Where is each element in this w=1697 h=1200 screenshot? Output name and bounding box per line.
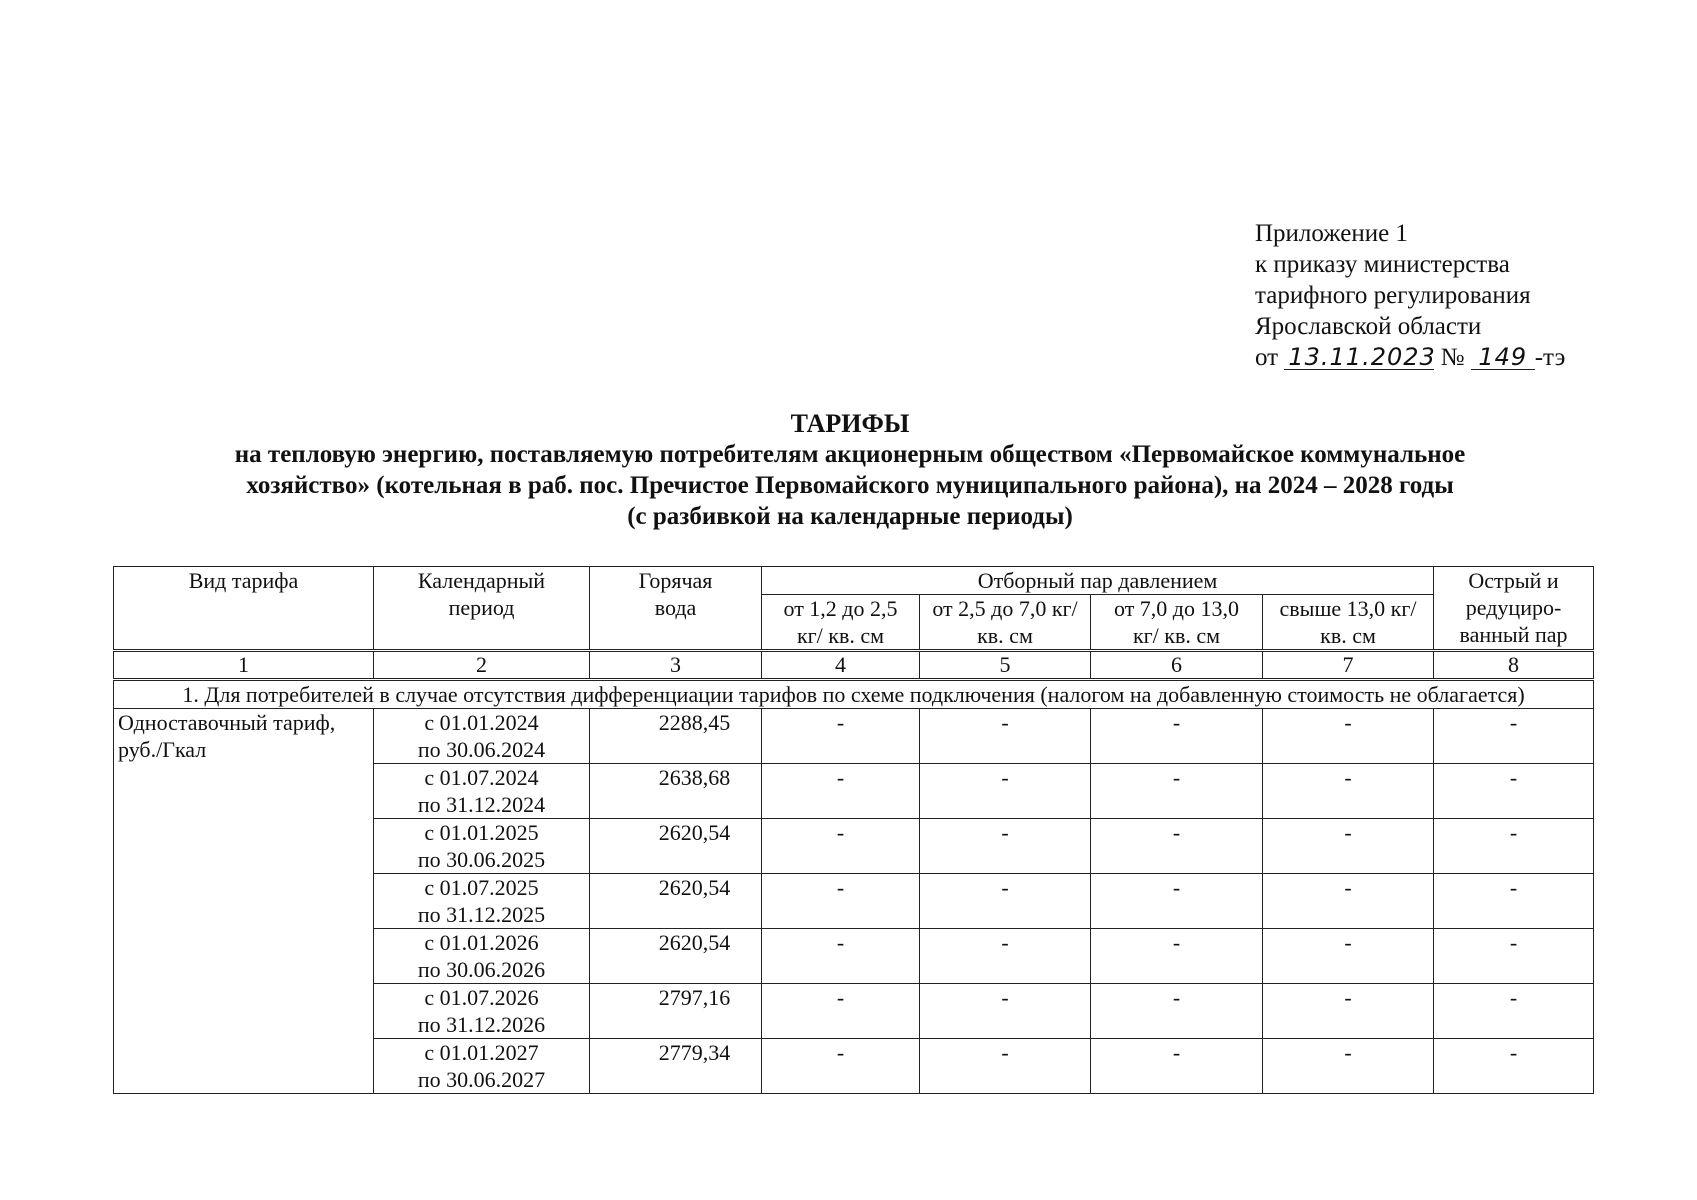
steam-2-value: - (920, 764, 1091, 819)
annex-line-3: тарифного регулирования (1255, 282, 1531, 309)
hot-water-value: 2779,34 (590, 1039, 762, 1094)
steam-4-value: - (1263, 929, 1434, 984)
header-steam-3: от 7,0 до 13,0 кг/ кв. см (1091, 595, 1263, 651)
header-hot-water: Горячая вода (590, 567, 762, 651)
handwritten-date: 13.11.2023 (1284, 345, 1434, 370)
sharp-steam-value: - (1434, 764, 1594, 819)
column-number-row (114, 651, 1594, 680)
column-number: 7 (1263, 651, 1434, 680)
period-to: по 30.06.2025 (417, 847, 546, 872)
annex-block (1255, 218, 1565, 373)
title-line-1: на тепловую энергию, поставляемую потребителям акционерным обществом «Первомайское коммунальное (234, 441, 1466, 468)
steam-1-value: - (762, 929, 920, 984)
steam-2-value: - (920, 709, 1091, 764)
period-cell (374, 709, 590, 764)
column-number: 6 (1091, 651, 1263, 680)
steam-1-value: - (762, 709, 920, 764)
section-title: 1. Для потребителей в случае отсутствия дифференциации тарифов по схеме подключения (налогом на добавленную стоимость не облагается) (114, 680, 1594, 709)
annex-line-5 (1255, 342, 1565, 373)
period-cell (374, 819, 590, 874)
table-row (114, 709, 1594, 764)
steam-4-value: - (1263, 1039, 1434, 1094)
number-sign: № (1440, 344, 1465, 371)
steam-3-value: - (1091, 764, 1263, 819)
sharp-steam-value: - (1434, 1039, 1594, 1094)
handwritten-number: 149 (1471, 345, 1535, 370)
annex-line-2: к приказу министерства (1255, 251, 1510, 278)
period-to: по 30.06.2026 (417, 957, 546, 982)
hot-water-value: 2797,16 (590, 984, 762, 1039)
steam-2-value: - (920, 1039, 1091, 1094)
header-steam-4: свыше 13,0 кг/ кв. см (1263, 595, 1434, 651)
steam-1-value: - (762, 984, 920, 1039)
period-cell (374, 984, 590, 1039)
period-from: с 01.07.2024 (424, 765, 539, 790)
tariff-table (113, 566, 1594, 1094)
annex-line-1: Приложение 1 (1255, 220, 1408, 247)
header-steam-2: от 2,5 до 7,0 кг/ кв. см (920, 595, 1091, 651)
period-to: по 31.12.2025 (417, 902, 546, 927)
steam-4-value: - (1263, 819, 1434, 874)
period-to: по 31.12.2024 (417, 792, 546, 817)
steam-3-value: - (1091, 819, 1263, 874)
period-to: по 30.06.2024 (417, 737, 546, 762)
hot-water-value: 2288,45 (590, 709, 762, 764)
hot-water-value: 2638,68 (590, 764, 762, 819)
hot-water-value: 2620,54 (590, 929, 762, 984)
title-main: ТАРИФЫ (790, 409, 910, 438)
sharp-steam-value: - (1434, 874, 1594, 929)
steam-1-value: - (762, 819, 920, 874)
period-cell (374, 764, 590, 819)
annex-suffix: -тэ (1534, 344, 1566, 371)
period-cell (374, 1039, 590, 1094)
header-tariff-type: Вид тарифа (114, 567, 374, 651)
steam-1-value: - (762, 1039, 920, 1094)
period-from: с 01.01.2026 (424, 930, 539, 955)
period-cell (374, 874, 590, 929)
steam-3-value: - (1091, 929, 1263, 984)
steam-2-value: - (920, 929, 1091, 984)
steam-3-value: - (1091, 874, 1263, 929)
sharp-steam-value: - (1434, 929, 1594, 984)
header-steam-1: от 1,2 до 2,5 кг/ кв. см (762, 595, 920, 651)
sharp-steam-value: - (1434, 984, 1594, 1039)
period-from: с 01.07.2026 (424, 985, 539, 1010)
annex-line-4: Ярославской области (1255, 313, 1482, 340)
column-number: 8 (1434, 651, 1594, 680)
steam-4-value: - (1263, 764, 1434, 819)
steam-1-value: - (762, 874, 920, 929)
steam-3-value: - (1091, 1039, 1263, 1094)
header-steam-group: Отборный пар давлением (762, 567, 1434, 595)
sharp-steam-value: - (1434, 819, 1594, 874)
steam-2-value: - (920, 874, 1091, 929)
steam-4-value: - (1263, 984, 1434, 1039)
column-number: 5 (920, 651, 1091, 680)
column-number: 2 (374, 651, 590, 680)
annex-prefix: от (1255, 344, 1279, 371)
title-line-2: хозяйство» (котельная в раб. пос. Пречистое Первомайского муниципального района), на 2024 – 2028 годы (246, 472, 1454, 499)
title-line-3: (с разбивкой на календарные периоды) (627, 503, 1073, 530)
column-number: 3 (590, 651, 762, 680)
column-number: 1 (114, 651, 374, 680)
steam-2-value: - (920, 819, 1091, 874)
column-number: 4 (762, 651, 920, 680)
steam-2-value: - (920, 984, 1091, 1039)
steam-4-value: - (1263, 874, 1434, 929)
header-period: Календарный период (374, 567, 590, 651)
period-to: по 30.06.2027 (417, 1067, 546, 1092)
steam-4-value: - (1263, 709, 1434, 764)
period-from: с 01.01.2027 (424, 1040, 539, 1065)
period-from: с 01.07.2025 (424, 875, 539, 900)
header-sharp-steam: Острый и редуциро-ванный пар (1434, 567, 1594, 651)
tariff-label: Одноставочный тариф, руб./Гкал (114, 709, 374, 1094)
steam-3-value: - (1091, 709, 1263, 764)
period-cell (374, 929, 590, 984)
period-from: с 01.01.2025 (424, 820, 539, 845)
steam-3-value: - (1091, 984, 1263, 1039)
document-title (110, 408, 1590, 532)
period-to: по 31.12.2026 (417, 1012, 546, 1037)
hot-water-value: 2620,54 (590, 874, 762, 929)
header-row-1 (114, 567, 1594, 595)
section-row (114, 680, 1594, 709)
steam-1-value: - (762, 764, 920, 819)
hot-water-value: 2620,54 (590, 819, 762, 874)
sharp-steam-value: - (1434, 709, 1594, 764)
period-from: с 01.01.2024 (424, 710, 539, 735)
